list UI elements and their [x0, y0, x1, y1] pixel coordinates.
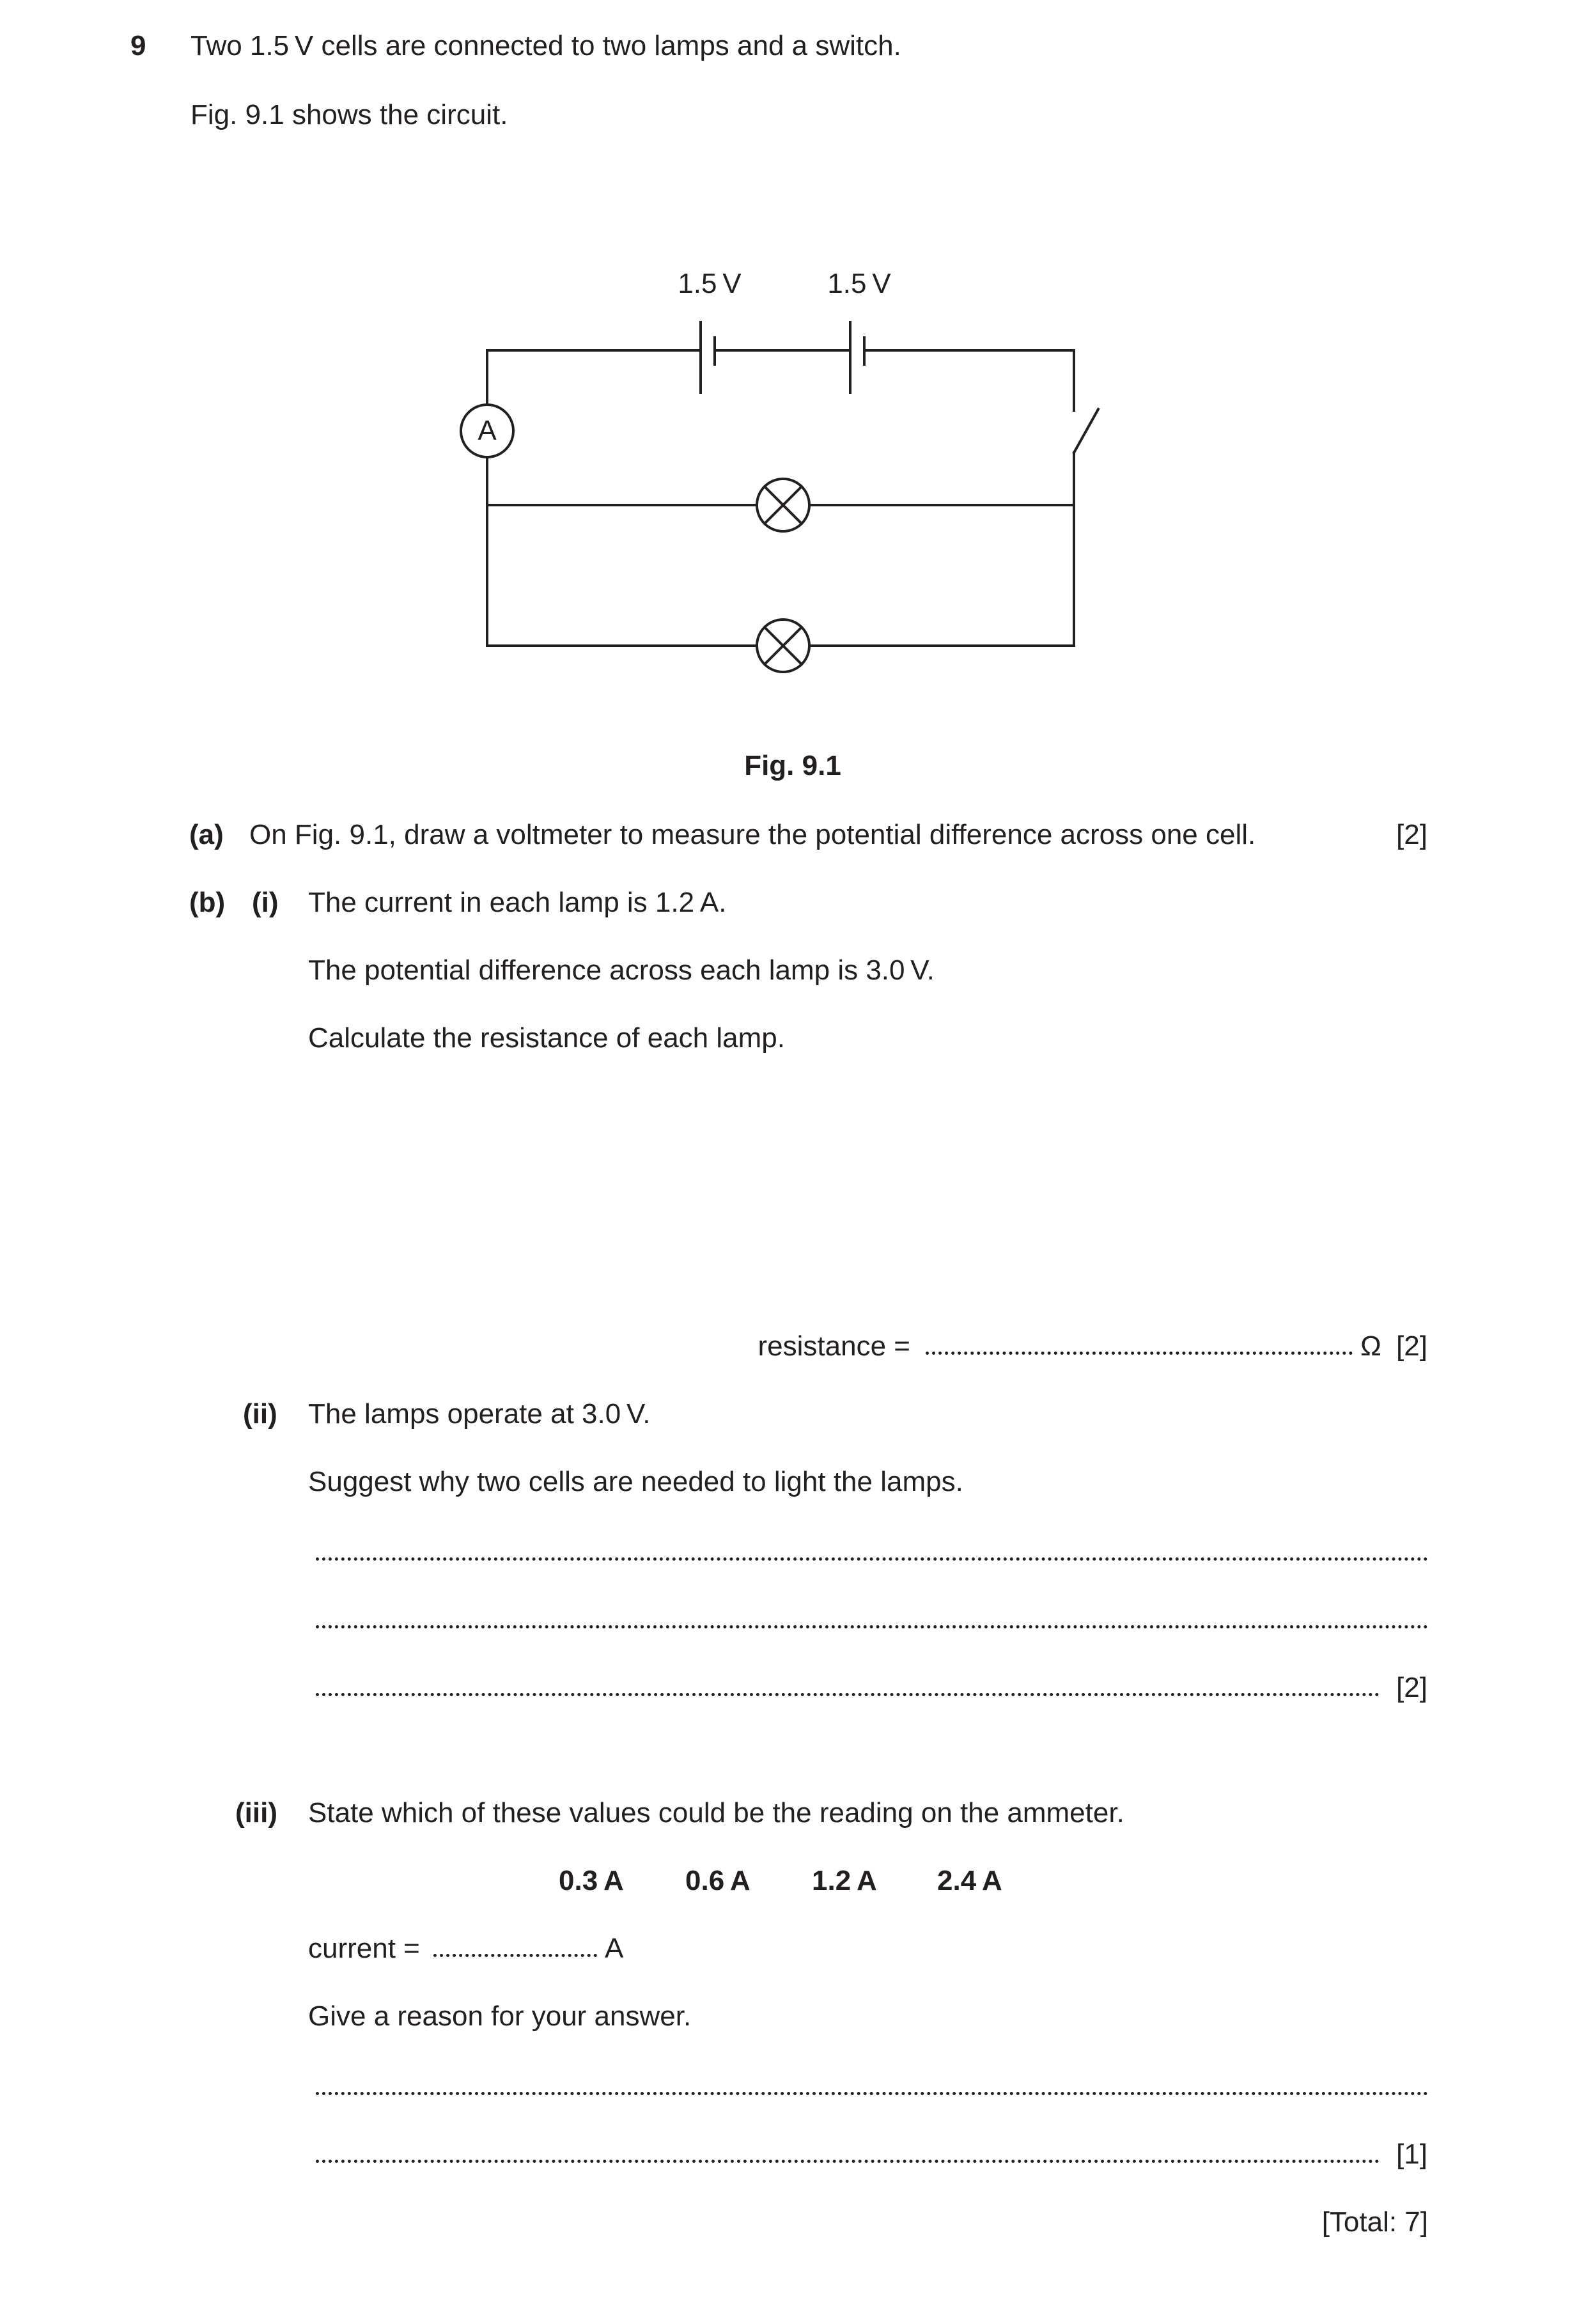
question-number: 9	[130, 30, 146, 61]
part-b-i-marks: [2]	[1396, 1330, 1427, 1362]
switch-lever	[1074, 409, 1098, 453]
part-b-i-label: (i)	[252, 887, 279, 918]
figure-caption: Fig. 9.1	[744, 750, 841, 781]
cell2-voltage-label: 1.5 V	[827, 268, 891, 299]
figure-reference: Fig. 9.1 shows the circuit.	[190, 99, 508, 130]
total-marks: [Total: 7]	[1321, 2206, 1428, 2238]
cell1-voltage-label: 1.5 V	[678, 268, 742, 299]
part-b-ii-label: (ii)	[243, 1398, 277, 1430]
part-b-iii-marks: [1]	[1396, 2139, 1427, 2170]
part-a-text: On Fig. 9.1, draw a voltmeter to measure the potential difference across one cell.	[249, 819, 1256, 850]
part-a-label: (a)	[189, 819, 224, 850]
option-0-6a: 0.6 A	[685, 1865, 750, 1896]
part-b-ii-answer-line-1[interactable]	[316, 1557, 1428, 1561]
part-b-ii-marks: [2]	[1396, 1672, 1427, 1703]
part-b-ii-line1: The lamps operate at 3.0 V.	[308, 1398, 651, 1430]
ammeter-label: A	[478, 415, 497, 446]
resistance-answer-label: resistance =	[758, 1330, 910, 1362]
option-2-4a: 2.4 A	[937, 1865, 1002, 1896]
part-b-i-line1: The current in each lamp is 1.2 A.	[308, 887, 727, 918]
circuit-diagram	[0, 0, 1586, 703]
part-b-i-line2: The potential difference across each lamp is 3.0 V.	[308, 955, 935, 986]
resistance-unit: Ω	[1360, 1330, 1381, 1362]
part-b-ii-line2: Suggest why two cells are needed to light the lamps.	[308, 1466, 963, 1497]
part-b-iii-line1: State which of these values could be the reading on the ammeter.	[308, 1797, 1124, 1829]
resistance-answer-line[interactable]	[926, 1352, 1353, 1355]
part-b-iii-answer-line-1[interactable]	[316, 2092, 1428, 2095]
part-b-iii-label: (iii)	[235, 1797, 277, 1829]
part-b-iii-line2: Give a reason for your answer.	[308, 2000, 692, 2032]
part-b-label: (b)	[189, 887, 226, 918]
part-b-i-line3: Calculate the resistance of each lamp.	[308, 1022, 785, 1054]
part-a-marks: [2]	[1396, 819, 1427, 850]
current-answer-label: current =	[308, 1933, 420, 1964]
option-1-2a: 1.2 A	[812, 1865, 877, 1896]
part-b-ii-answer-line-2[interactable]	[316, 1625, 1428, 1628]
part-b-ii-answer-line-3[interactable]	[316, 1693, 1380, 1696]
option-0-3a: 0.3 A	[559, 1865, 624, 1896]
question-intro: Two 1.5 V cells are connected to two lamps and a switch.	[190, 30, 901, 61]
current-unit: A	[605, 1933, 624, 1964]
current-answer-line[interactable]	[433, 1954, 597, 1957]
part-b-iii-answer-line-2[interactable]	[316, 2160, 1380, 2163]
